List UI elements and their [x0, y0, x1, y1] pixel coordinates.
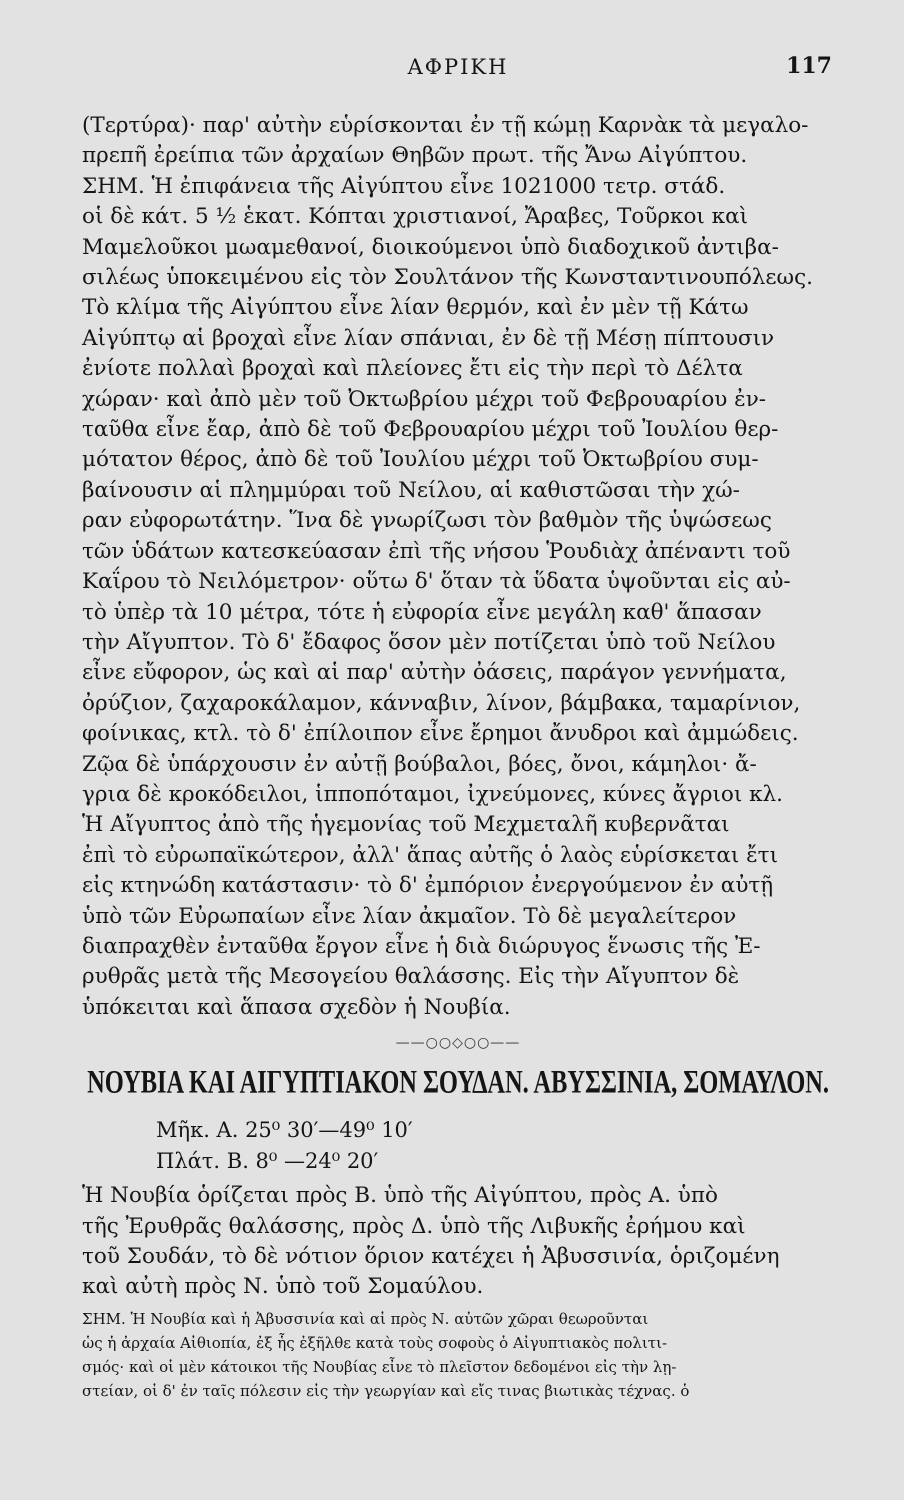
text-line: Αἰγύπτῳ αἱ βροχαὶ εἶνε λίαν σπάνιαι, ἐν δὲ τῇ Μέσῃ πίπτουσιν: [82, 325, 775, 351]
text-line: τὸ ὑπὲρ τὰ 10 μέτρα, τότε ἡ εὐφορία εἶνε μεγάλη καθ' ἅπασαν: [82, 599, 762, 625]
note-line: ΣΗΜ. Ἡ Νουβία καὶ ἡ Ἀβυσσινία καὶ αἱ πρὸς Ν. αὐτῶν χῶραι θεωροῦνται: [82, 1309, 649, 1328]
body-text: [82, 111, 834, 1023]
page-header: [82, 55, 834, 95]
text-line: Ἡ Αἴγυπτος ἀπὸ τῆς ἡγεμονίας τοῦ Μεχμεταλῆ κυβερνᾶται: [82, 812, 730, 838]
text-line: Ἡ Νουβία ὁρίζεται πρὸς Β. ὑπὸ τῆς Αἰγύπτου, πρὸς Α. ὑπὸ: [82, 1183, 718, 1209]
text-line: (Τερτύρα)· παρ' αὐτὴν εὑρίσκονται ἐν τῇ κώμῃ Καρνὰκ τὰ μεγαλο-: [82, 113, 809, 138]
paragraph: [82, 293, 834, 810]
text-line: ἐνίοτε πολλαὶ βροχαὶ καὶ πλείονες ἔτι εἰς τὴν περὶ τὸ Δέλτα: [82, 356, 743, 382]
text-line: ΣΗΜ. Ἡ ἐπιφάνεια τῆς Αἰγύπτου εἶνε 1021000 τετρ. στάδ.: [82, 173, 726, 199]
note-line: ὡς ἡ ἀρχαία Αἰθιοπία, ἐξ ἧς ἐξῆλθε κατὰ τοὺς σοφοὺς ὁ Αἰγυπτιακὸς πολιτι-: [82, 1333, 668, 1352]
footnote: [82, 1307, 834, 1403]
text-line: εἰς κτηνώδη κατάστασιν· τὸ δ' ἐμπόριον ἐνεργούμενον ἐν αὐτῇ: [82, 873, 774, 899]
note-line: στείαν, οἱ δ' ἐν ταῖς πόλεσιν εἰς τὴν γεωργίαν καὶ εἴς τινας βιωτικὰς τέχνας. ὁ: [82, 1381, 690, 1400]
coordinates-block: [156, 1115, 834, 1177]
text-line: τὴν Αἴγυπτον. Τὸ δ' ἔδαφος ὅσον μὲν ποτίζεται ὑπὸ τοῦ Νείλου: [82, 629, 776, 655]
text-line: Μαμελοῦκοι μωαμεθανοί, διοικούμενοι ὑπὸ διαδοχικοῦ ἀντιβα-: [82, 234, 779, 260]
text-line: μότατον θέρος, ἀπὸ δὲ τοῦ Ἰουλίου μέχρι τοῦ Ὀκτωβρίου συμ-: [82, 447, 759, 473]
text-line: Τὸ κλίμα τῆς Αἰγύπτου εἶνε λίαν θερμόν, καὶ ἐν μὲν τῇ Κάτω: [82, 295, 749, 321]
text-line: Ζῷα δὲ ὑπάρχουσιν ἐν αὐτῇ βούβαλοι, βόες, ὄνοι, κάμηλοι· ἄ-: [82, 751, 757, 777]
note-line: σμός· καὶ οἱ μὲν κάτοικοι τῆς Νουβίας εἶνε τὸ πλεῖστον δεδομένοι εἰς τὴν λῃ-: [82, 1357, 677, 1376]
text-line: διαπραχθὲν ἐνταῦθα ἔργον εἶνε ἡ διὰ διώρυγος ἕνωσις τῆς Ἐ-: [82, 933, 761, 959]
text-line: ταῦθα εἶνε ἔαρ, ἀπὸ δὲ τοῦ Φεβρουαρίου μέχρι τοῦ Ἰουλίου θερ-: [82, 417, 779, 443]
text-line: ρυθρᾶς μετὰ τῆς Μεσογείου θαλάσσης. Εἰς τὴν Αἴγυπτον δὲ: [82, 964, 740, 990]
text-line: σιλέως ὑποκειμένου εἰς τὸν Σουλτάνον τῆς Κωνσταντινουπόλεως.: [82, 265, 813, 291]
text-line: χώραν· καὶ ἀπὸ μὲν τοῦ Ὀκτωβρίου μέχρι τοῦ Φεβρουαρίου ἐν-: [82, 386, 767, 412]
text-line: τῶν ὑδάτων κατεσκεύασαν ἐπὶ τῆς νήσου Ῥουδιὰχ ἀπέναντι τοῦ: [82, 538, 791, 564]
coordinate-line: Πλάτ. Β. 8⁰ —24⁰ 20′: [156, 1149, 379, 1174]
running-title: ΑΦΡΙΚΗ: [407, 55, 509, 79]
text-line: φοίνικας, κτλ. τὸ δ' ἐπίλοιπον εἶνε ἔρημοι ἄνυδροι καὶ ἀμμώδεις.: [82, 721, 799, 747]
ornamental-divider: ——○○◇○○——: [395, 1035, 521, 1052]
text-line: Καΐρου τὸ Νειλόμετρον· οὕτω δ' ὅταν τὰ ὕδατα ὑψοῦνται εἰς αὐ-: [82, 569, 791, 595]
section-heading: ΝΟΥΒΙΑ ΚΑΙ ΑΙΓΥΠΤΙΑΚΟΝ ΣΟΥΔΑΝ. ΑΒΥΣΣΙΝΙΑ, ΣΟΜΑΥΛΟΝ.: [87, 1064, 829, 1101]
page-number: 117: [786, 53, 832, 79]
text-line: γρια δὲ κροκόδειλοι, ἱπποπόταμοι, ἰχνεύμονες, κύνες ἄγριοι κλ.: [82, 781, 784, 807]
coordinate-line: Μῆκ. Α. 25⁰ 30′—49⁰ 10′: [156, 1118, 413, 1143]
section-paragraph: [82, 1181, 834, 1303]
text-line: ὑπόκειται καὶ ἅπασα σχεδὸν ἡ Νουβία.: [82, 994, 511, 1020]
text-line: εἶνε εὔφορον, ὡς καὶ αἱ παρ' αὐτὴν ὀάσεις, παράγον γεννήματα,: [82, 660, 787, 686]
text-line: καὶ αὐτὴ πρὸς Ν. ὑπὸ τοῦ Σομαύλου.: [82, 1274, 484, 1300]
text-line: ἐπὶ τὸ εὐρωπαϊκώτερον, ἀλλ' ἅπας αὐτῆς ὁ λαὸς εὑρίσκεται ἔτι: [82, 842, 778, 868]
text-line: τῆς Ἐρυθρᾶς θαλάσσης, πρὸς Δ. ὑπὸ τῆς Λιβυκῆς ἐρήμου καὶ: [82, 1213, 746, 1239]
paragraph: [82, 810, 834, 1023]
text-line: ραν εὐφορωτάτην. Ἵνα δὲ γνωρίζωσι τὸν βαθμὸν τῆς ὑψώσεως: [82, 508, 772, 534]
text-line: τοῦ Σουδάν, τὸ δὲ νότιον ὅριον κατέχει ἡ Ἀβυσσινία, ὁριζομένη: [82, 1244, 780, 1269]
text-line: οἱ δὲ κάτ. 5 ½ ἑκατ. Κόπται χριστιανοί, Ἄραβες, Τοῦρκοι καὶ: [82, 204, 749, 230]
text-line: πρεπῆ ἐρείπια τῶν ἀρχαίων Θηβῶν πρωτ. τῆς Ἄνω Αἰγύπτου.: [82, 143, 748, 169]
text-line: ὑπὸ τῶν Εὐρωπαίων εἶνε λίαν ἀκμαῖον. Τὸ δὲ μεγαλείτερον: [82, 903, 737, 929]
paragraph: [82, 111, 834, 293]
text-line: ὀρύζιον, ζαχαροκάλαμον, κάνναβιν, λίνον, βάμβακα, ταμαρίνιον,: [82, 690, 801, 716]
text-line: βαίνουσιν αἱ πλημμύραι τοῦ Νείλου, αἱ καθιστῶσαι τὴν χώ-: [82, 477, 740, 503]
